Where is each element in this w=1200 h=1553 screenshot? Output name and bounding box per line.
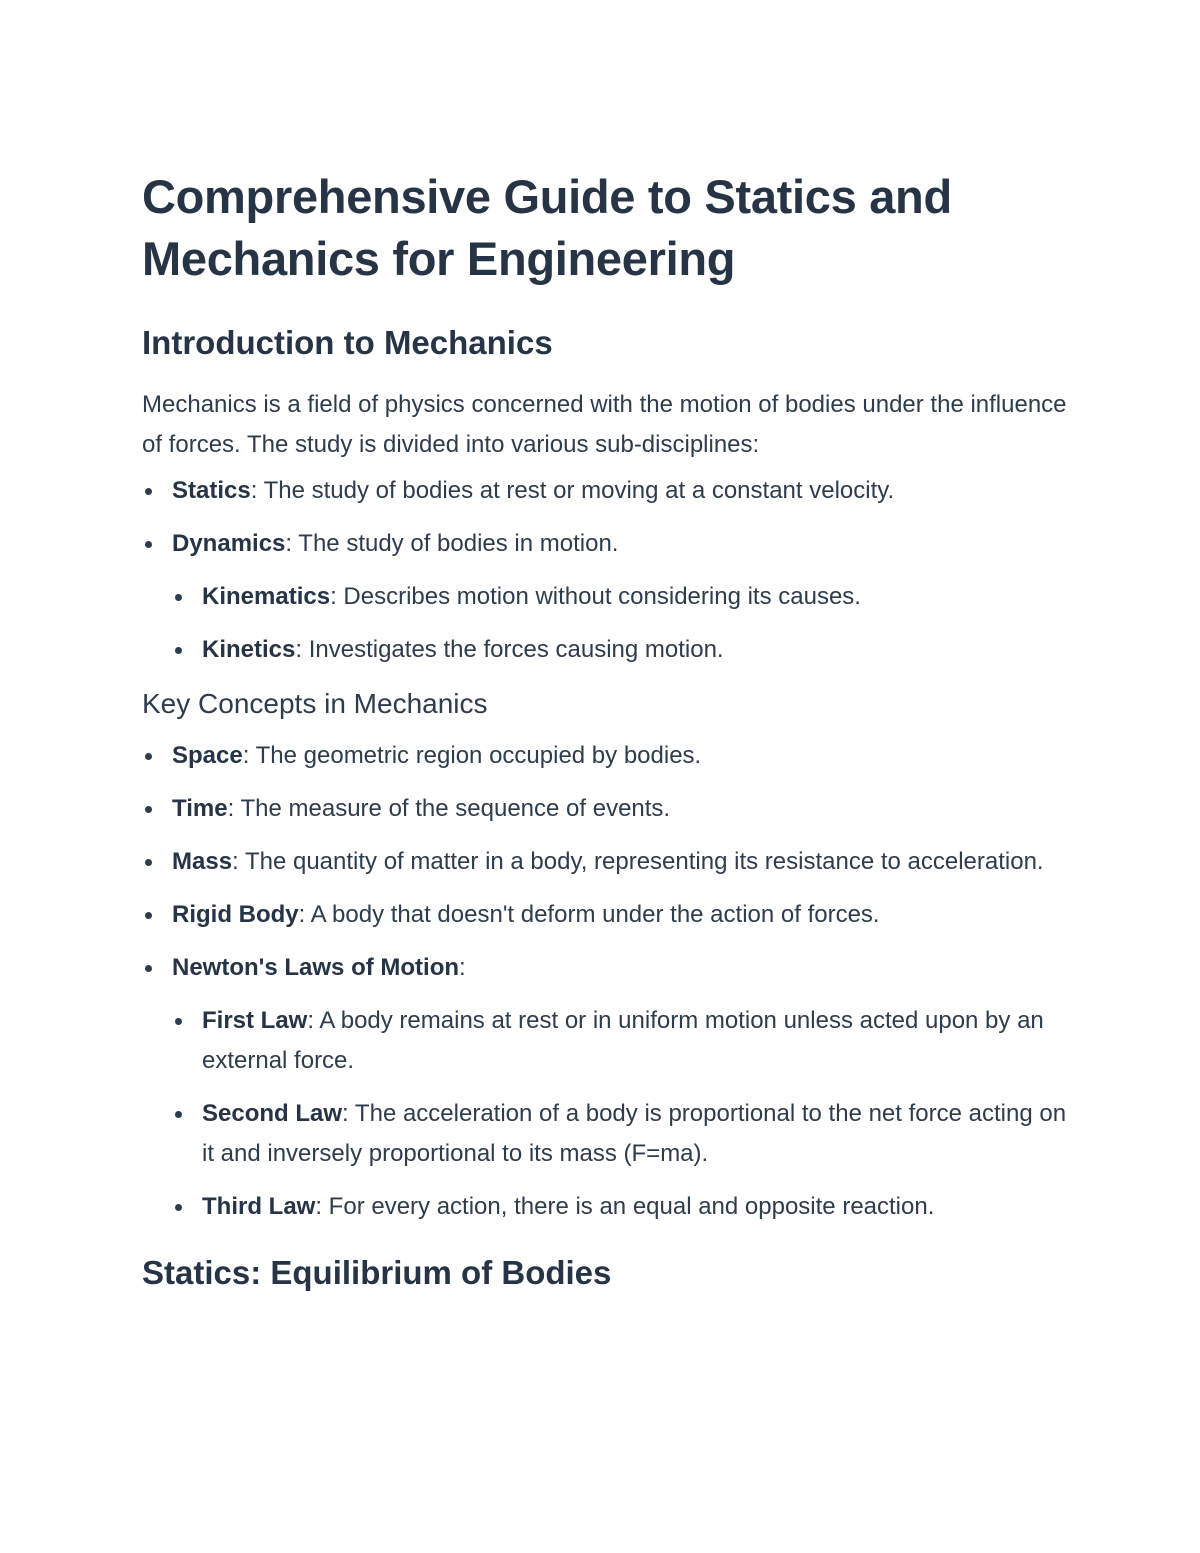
list-item-text: : Investigates the forces causing motion. <box>295 636 724 663</box>
list-item-rigid-body <box>142 895 1067 935</box>
list-item-text: : The measure of the sequence of events. <box>227 795 671 822</box>
list-item-term: Time <box>172 795 228 822</box>
list-item-text: : A body that doesn't deform under the action of forces. <box>298 901 880 928</box>
subsection-heading-key-concepts: Key Concepts in Mechanics <box>142 688 488 719</box>
list-item-time <box>142 789 1067 829</box>
list-item-text: : The study of bodies at rest or moving at a constant velocity. <box>250 477 895 504</box>
list-item-text: : <box>459 954 466 981</box>
list-item-term: Mass <box>172 848 233 875</box>
list-item-text: : A body remains at rest or in uniform motion unless acted upon by an external force. <box>202 1007 1044 1074</box>
list-item-term: Dynamics <box>172 530 286 557</box>
list-item-first-law <box>172 1001 1067 1081</box>
list-item-kinetics <box>172 630 1067 670</box>
dynamics-sublist <box>172 577 1067 670</box>
list-item-term: Third Law <box>202 1193 316 1220</box>
list-item-term: Rigid Body <box>172 901 299 928</box>
list-item-text: : For every action, there is an equal and opposite reaction. <box>315 1193 935 1220</box>
list-item-third-law <box>172 1187 1067 1227</box>
list-item-kinematics <box>172 577 1067 617</box>
newtons-laws-sublist <box>172 1001 1067 1227</box>
list-item-text: : Describes motion without considering its causes. <box>330 583 861 610</box>
list-item-space <box>142 736 1067 776</box>
list-item-term: Second Law <box>202 1100 343 1127</box>
section-heading-introduction: Introduction to Mechanics <box>142 324 553 361</box>
key-concepts-list <box>142 736 1067 1227</box>
list-item-dynamics <box>142 524 1067 670</box>
list-item-term: Kinetics <box>202 636 296 663</box>
list-item-statics <box>142 471 1067 511</box>
list-item-text: : The acceleration of a body is proportional to the net force acting on it and inversely proportional to its mass (F=ma). <box>202 1100 1067 1167</box>
list-item-text: : The geometric region occupied by bodies. <box>242 742 702 769</box>
document-title: Comprehensive Guide to Statics and Mechanics for Engineering <box>142 170 952 285</box>
list-item-term: Statics <box>172 477 251 504</box>
list-item-mass <box>142 842 1067 882</box>
list-item-text: : The quantity of matter in a body, representing its resistance to acceleration. <box>232 848 1044 875</box>
list-item-second-law <box>172 1094 1067 1174</box>
list-item-term: Kinematics <box>202 583 331 610</box>
list-item-term: First Law <box>202 1007 308 1034</box>
list-item-text: : The study of bodies in motion. <box>285 530 619 557</box>
list-item-term: Newton's Laws of Motion <box>172 954 460 981</box>
section-heading-statics: Statics: Equilibrium of Bodies <box>142 1254 612 1291</box>
subdisciplines-list <box>142 471 1067 670</box>
list-item-term: Space <box>172 742 243 769</box>
document-page <box>142 166 1067 1293</box>
list-item-newtons-laws <box>142 948 1067 1227</box>
intro-paragraph: Mechanics is a field of physics concerned with the motion of bodies under the influence of forces. The study is divided into various sub-disciplines: <box>142 391 1067 458</box>
